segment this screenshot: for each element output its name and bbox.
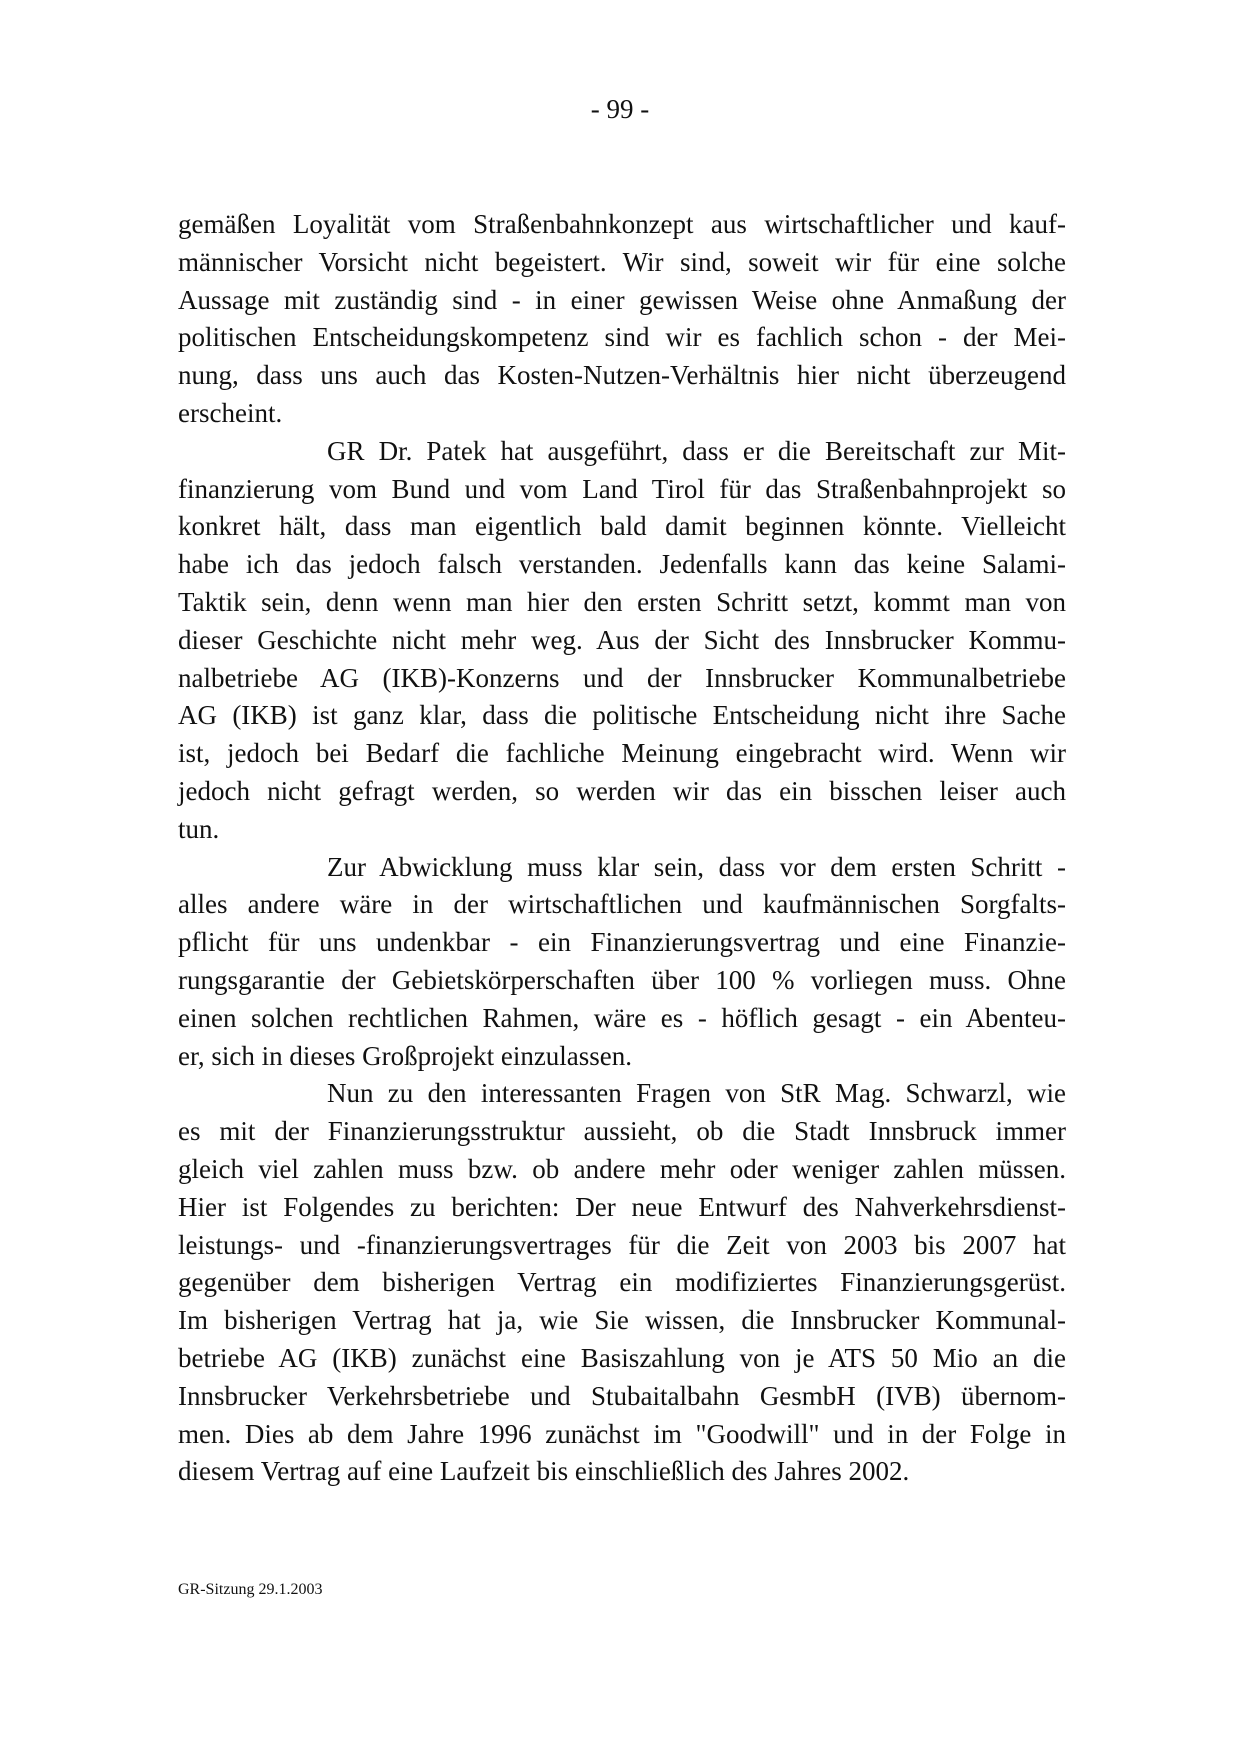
text-line: finanzierung vom Bund und vom Land Tirol für das Straßenbahnprojekt so [178, 473, 1066, 504]
text-line: männischer Vorsicht nicht begeistert. Wir sind, soweit wir für eine solche [178, 246, 1066, 277]
text-line: nung, dass uns auch das Kosten-Nutzen-Verhältnis hier nicht überzeugend [178, 360, 1066, 391]
page-number: - 99 - [590, 94, 650, 124]
text-line: dieser Geschichte nicht mehr weg. Aus der Sicht des Innsbrucker Kommu- [178, 624, 1066, 655]
text-line: GR Dr. Patek hat ausgeführt, dass er die Bereitschaft zur Mit- [327, 435, 1066, 466]
text-line: betriebe AG (IKB) zunächst eine Basiszahlung von je ATS 50 Mio an die [178, 1342, 1066, 1373]
text-line: habe ich das jedoch falsch verstanden. Jedenfalls kann das keine Salami- [178, 549, 1066, 580]
text-line: erscheint. [178, 397, 283, 428]
text-line: gleich viel zahlen muss bzw. ob andere mehr oder weniger zahlen müssen. [178, 1153, 1066, 1184]
text-line: diesem Vertrag auf eine Laufzeit bis einschließlich des Jahres 2002. [178, 1456, 910, 1487]
text-line: AG (IKB) ist ganz klar, dass die politische Entscheidung nicht ihre Sache [178, 700, 1066, 731]
text-line: alles andere wäre in der wirtschaftlichen und kaufmännischen Sorgfalts- [178, 889, 1066, 920]
text-line: gegenüber dem bisherigen Vertrag ein modifiziertes Finanzierungsgerüst. [178, 1267, 1066, 1298]
text-line: Zur Abwicklung muss klar sein, dass vor dem ersten Schritt - [327, 851, 1066, 882]
text-line: Hier ist Folgendes zu berichten: Der neue Entwurf des Nahverkehrsdienst- [178, 1191, 1066, 1222]
paragraph [178, 849, 1066, 1076]
text-line: leistungs- und -finanzierungsvertrages für die Zeit von 2003 bis 2007 hat [178, 1229, 1066, 1260]
body-text [178, 206, 1066, 1491]
text-line: ist, jedoch bei Bedarf die fachliche Meinung eingebracht wird. Wenn wir [178, 738, 1066, 769]
text-line: konkret hält, dass man eigentlich bald damit beginnen könnte. Vielleicht [178, 511, 1066, 542]
paragraph [178, 433, 1066, 849]
text-line: Im bisherigen Vertrag hat ja, wie Sie wissen, die Innsbrucker Kommunal- [178, 1305, 1066, 1336]
text-line: pflicht für uns undenkbar - ein Finanzierungsvertrag und eine Finanzie- [178, 927, 1066, 958]
paragraph [178, 206, 1066, 433]
text-line: Innsbrucker Verkehrsbetriebe und Stubaitalbahn GesmbH (IVB) übernom- [178, 1380, 1066, 1411]
paragraph [178, 1075, 1066, 1491]
text-line: Aussage mit zuständig sind - in einer gewissen Weise ohne Anmaßung der [178, 284, 1066, 315]
text-line: gemäßen Loyalität vom Straßenbahnkonzept aus wirtschaftlicher und kauf- [178, 209, 1066, 239]
text-line: einen solchen rechtlichen Rahmen, wäre es - höflich gesagt - ein Abenteu- [178, 1002, 1066, 1033]
text-line: nalbetriebe AG (IKB)-Konzerns und der Innsbrucker Kommunalbetriebe [178, 662, 1066, 693]
text-line: rungsgarantie der Gebietskörperschaften über 100 % vorliegen muss. Ohne [178, 964, 1066, 995]
text-line: er, sich in dieses Großprojekt einzulassen. [178, 1040, 633, 1071]
text-line: Nun zu den interessanten Fragen von StR Mag. Schwarzl, wie [327, 1078, 1066, 1109]
text-line: men. Dies ab dem Jahre 1996 zunächst im "Goodwill" und in der Folge in [178, 1418, 1066, 1449]
text-line: politischen Entscheidungskompetenz sind wir es fachlich schon - der Mei- [178, 322, 1066, 353]
text-line: tun. [178, 813, 220, 844]
text-line: es mit der Finanzierungsstruktur aussieht, ob die Stadt Innsbruck immer [178, 1116, 1066, 1147]
text-line: Taktik sein, denn wenn man hier den ersten Schritt setzt, kommt man von [178, 586, 1066, 617]
footer-session-date: GR-Sitzung 29.1.2003 [178, 1581, 323, 1598]
text-line: jedoch nicht gefragt werden, so werden wir das ein bisschen leiser auch [178, 775, 1066, 806]
